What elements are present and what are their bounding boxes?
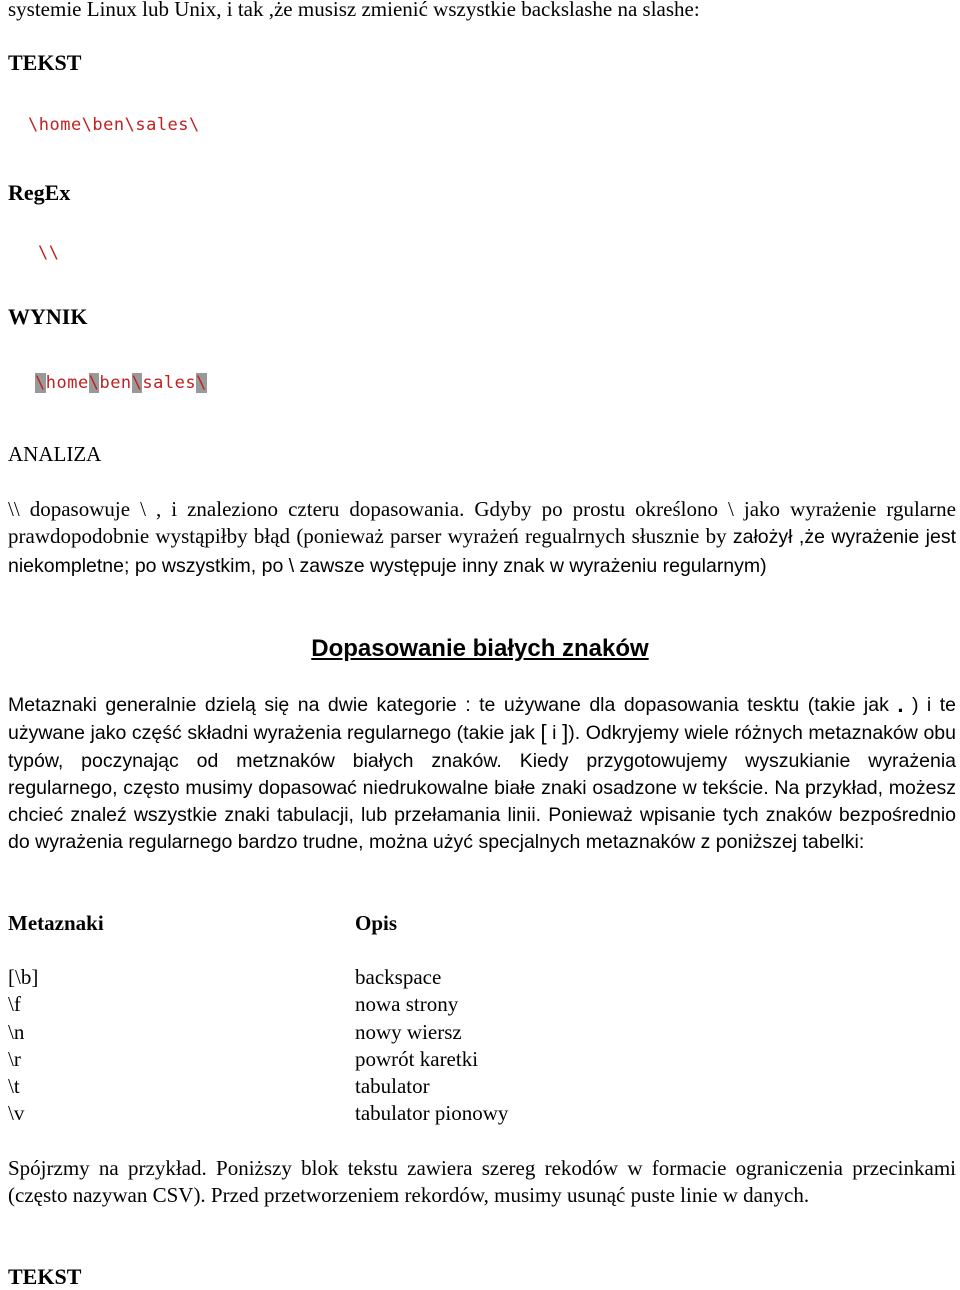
tekst-code: \home\ben\sales\	[28, 115, 200, 135]
match-highlight: \	[35, 373, 46, 393]
regex-label: RegEx	[8, 180, 71, 205]
section-title: Dopasowanie białych znaków	[311, 635, 649, 662]
metachar-paragraph	[8, 691, 956, 857]
regex-code: \\	[38, 243, 60, 263]
metachar-dot: .	[897, 692, 904, 717]
metachar-close-bracket: ]	[562, 720, 569, 746]
table-cell-metachar: [\b]	[8, 965, 39, 989]
analiza-paragraph	[8, 496, 956, 580]
wynik-segment: sales	[142, 373, 197, 393]
table-header-metaznaki: Metaznaki	[8, 911, 104, 935]
metachar-open-bracket: [	[540, 720, 547, 746]
metachar-text: Metaznaki generalnie dzielą się na dwie kategorie : te używane dla dopasowania tesktu (takie jak	[8, 694, 898, 716]
table-cell-metachar: \r	[8, 1046, 21, 1071]
table-row	[8, 1046, 708, 1073]
table-cell-metachar: \f	[8, 992, 21, 1017]
metachar-table	[8, 910, 708, 1128]
analiza-text-1: \\ dopasowuje \ , i znaleziono czteru dopasowania. Gdyby po prostu określono \ jako wyrażenie rgularne prawdopodobnie wystąpiłby błąd (ponieważ parser wyrażeń regualrnych słusznie by	[8, 497, 956, 549]
table-row	[8, 1100, 708, 1127]
metachar-text: i	[546, 722, 563, 745]
intro-line: systemie Linux lub Unix, i tak ,że musisz zmienić wszystkie backslashe na slashe:	[8, 0, 700, 21]
metachar-text: ). Odkryjemy wiele różnych metaznaków obu typów, poczynając od metznaków białych znaków. Kiedy przygotowujemy wyszukianie wyrażenia regularnego, często musimy dopasować niedrukowalne białe znaki osadzone w tekście. Na przykład, możesz chcieć znaleź wszystkie znaki tabulacji, lub przełamania linii. Ponieważ wpisanie tych znaków bezpośrednio do wyrażenia regularnego bardzo trudne, można użyć specjalnych metaznaków z poniższej tabelki:	[8, 722, 956, 854]
table-cell-description: tabulator	[355, 1074, 430, 1099]
wynik-code	[35, 373, 207, 393]
wynik-label: WYNIK	[8, 304, 88, 329]
analiza-text-2: założył ,że wyrażenie jest niekompletne; po wszystkim, po \ zawsze występuje inny znak w wyrażeniu regularnym)	[8, 526, 956, 577]
example-paragraph: Spójrzmy na przykład. Poniższy blok tekstu zawiera szereg rekodów w formacie ograniczenia przecinkami (często nazywan CSV). Przed przetworzeniem rekordów, musimy usunąć puste linie w danych.	[8, 1156, 956, 1208]
analiza-label: ANALIZA	[8, 442, 102, 466]
wynik-segment: home	[45, 373, 89, 393]
table-cell-metachar: \v	[8, 1101, 25, 1126]
metachar-text: ) i te używane jako część składni wyrażenia regularnego (takie jak	[8, 694, 957, 745]
table-cell-metachar: \t	[8, 1074, 20, 1099]
wynik-segment: ben	[99, 373, 132, 393]
table-row	[8, 1019, 708, 1046]
table-cell-description: tabulator pionowy	[355, 1101, 509, 1126]
table-cell-description: backspace	[355, 965, 442, 989]
table-row	[8, 1073, 708, 1100]
table-cell-description: nowy wiersz	[355, 1019, 462, 1044]
table-cell-description: powrót karetki	[355, 1046, 479, 1071]
table-header-row	[8, 910, 708, 964]
match-highlight: \	[88, 373, 100, 393]
match-highlight: \	[131, 373, 143, 393]
table-cell-metachar: \n	[8, 1019, 25, 1044]
tekst-label: TEKST	[8, 50, 82, 75]
table-header-opis: Opis	[355, 911, 398, 935]
tekst-label-2: TEKST	[8, 1264, 82, 1289]
match-highlight: \	[196, 373, 207, 393]
table-cell-description: nowa strony	[355, 992, 459, 1017]
table-row	[8, 991, 708, 1018]
table-row	[8, 964, 708, 991]
